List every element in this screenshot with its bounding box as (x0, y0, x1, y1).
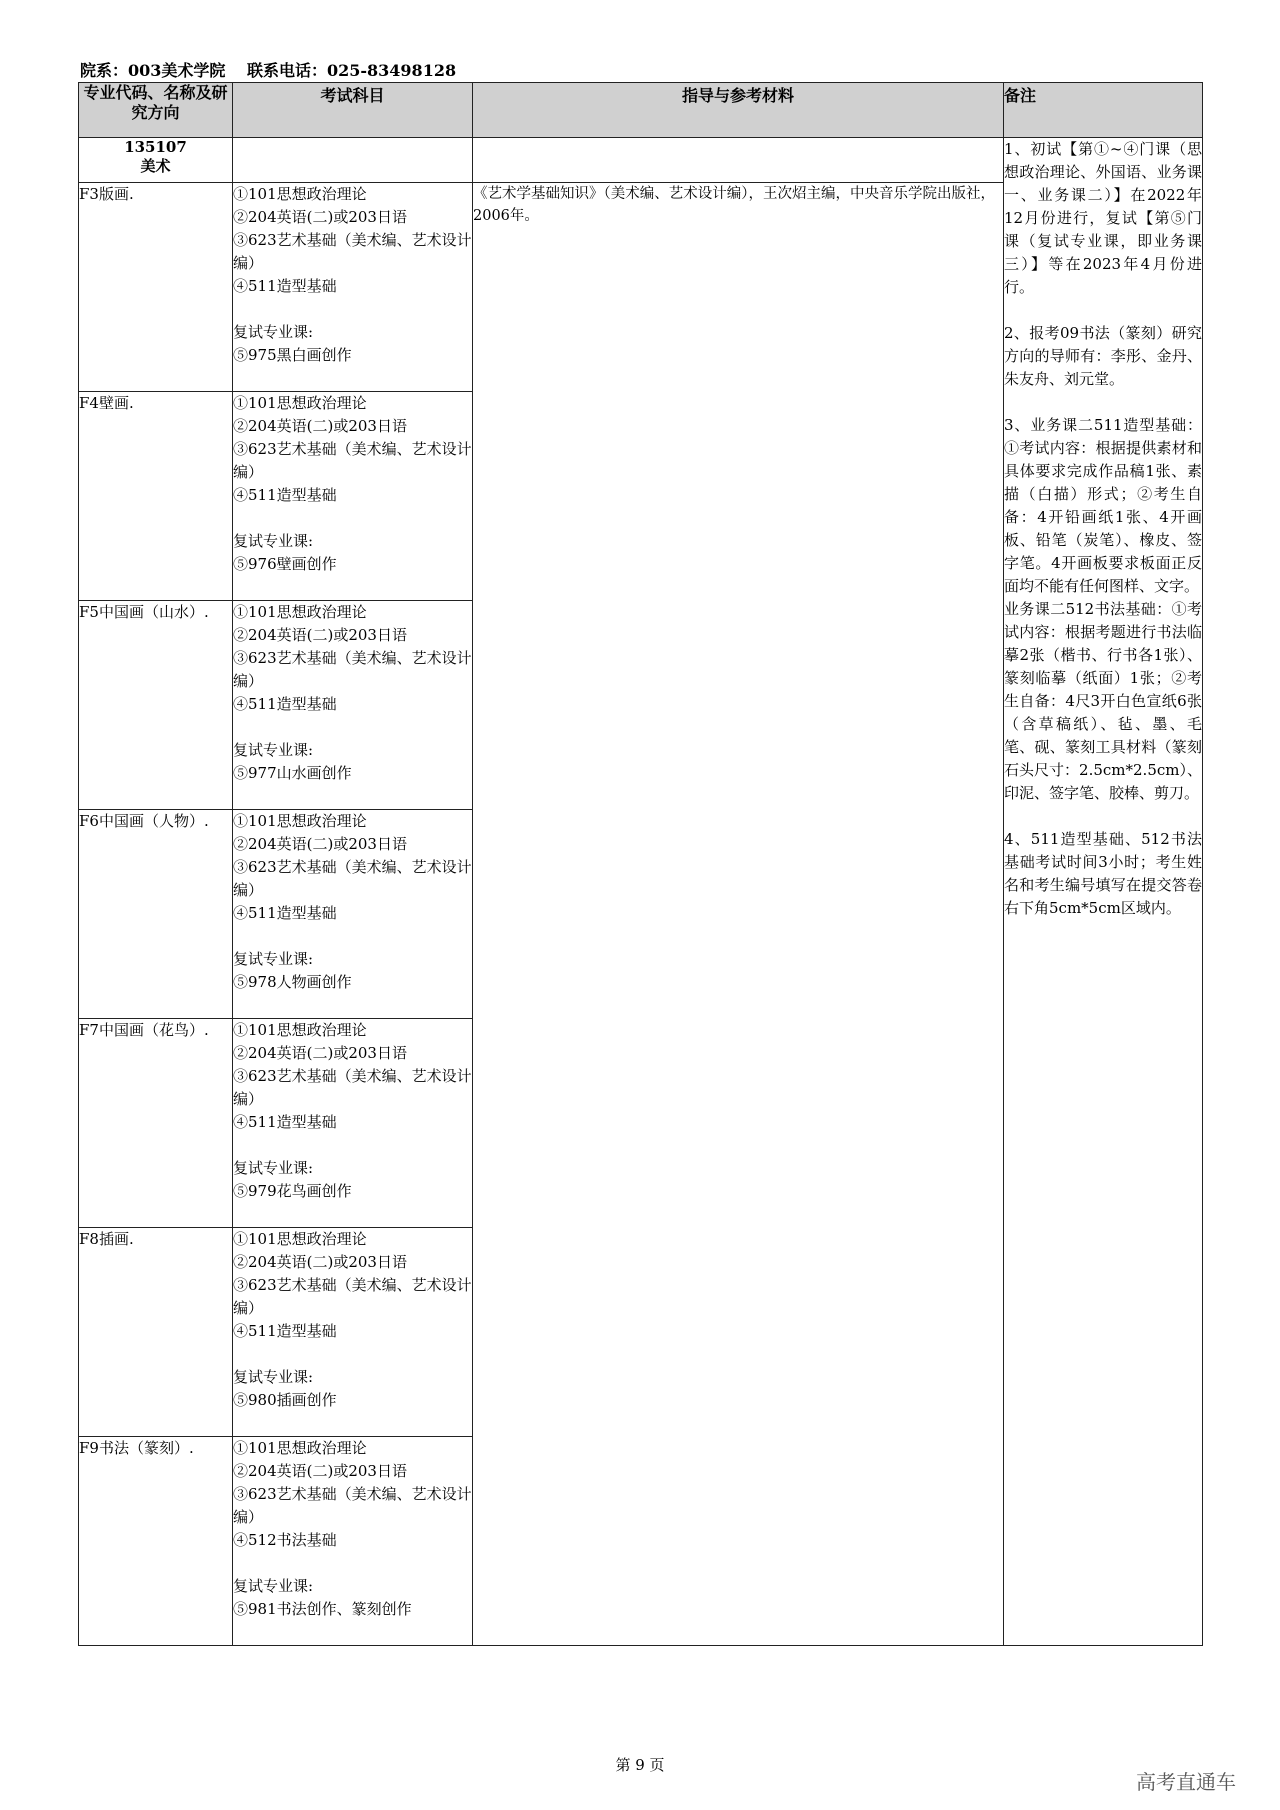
subject-item: ①101思想政治理论 (233, 1230, 367, 1248)
subject-item: ②204英语(二)或203日语 (233, 208, 407, 226)
retest-label: 复试专业课: (233, 741, 314, 759)
col-header-notes: 备注 (1004, 83, 1203, 138)
retest-subject: ⑤976壁画创作 (233, 555, 337, 573)
note-1: 1、初试【第①~④门课（思想政治理论、外国语、业务课一、业务课二）】在2022年12月份进行，复试【第⑤门课（复试专业课，即业务课三）】等在2023年4月份进行。 (1004, 140, 1202, 296)
subject-item: ②204英语(二)或203日语 (233, 417, 407, 435)
notes-cell (1004, 138, 1203, 1646)
subject-item: ②204英语(二)或203日语 (233, 1253, 407, 1271)
department-label: 院系：003美术学院 (80, 61, 226, 80)
retest-subject: ⑤975黑白画创作 (233, 346, 352, 364)
retest-subject: ⑤979花鸟画创作 (233, 1182, 352, 1200)
major-row (79, 138, 1203, 183)
empty-cell (473, 138, 1004, 183)
empty-cell (233, 138, 473, 183)
subjects-cell (233, 601, 473, 810)
subject-item: ③623艺术基础（美术编、艺术设计编） (233, 440, 472, 481)
reference-cell: 《艺术学基础知识》（美术编、艺术设计编），王次炤主编，中央音乐学院出版社，2006年。 (473, 183, 1004, 1646)
subjects-cell (233, 392, 473, 601)
subject-item: ③623艺术基础（美术编、艺术设计编） (233, 649, 472, 690)
subjects-cell (233, 1437, 473, 1646)
subjects-cell (233, 183, 473, 392)
col-header-code: 专业代码、名称及研究方向 (79, 83, 233, 138)
page-number: 第 9 页 (615, 1756, 665, 1774)
major-cell (79, 138, 233, 183)
retest-label: 复试专业课: (233, 950, 314, 968)
direction-cell: F5中国画（山水）. (79, 601, 233, 810)
note-3: 3、业务课二511造型基础：①考试内容：根据提供素材和具体要求完成作品稿1张、素描（白描）形式；②考生自备：4开铅画纸1张、4开画板、铅笔（炭笔）、橡皮、签字笔。4开画板要求板面正反面均不能有任何图样、文字。 (1004, 416, 1202, 595)
subject-item: ④511造型基础 (233, 904, 337, 922)
phone-label: 联系电话：025-83498128 (246, 61, 457, 80)
note-4: 4、511造型基础、512书法基础考试时间3小时；考生姓名和考生编号填写在提交答卷右下角5cm*5cm区域内。 (1004, 830, 1202, 917)
retest-label: 复试专业课: (233, 1159, 314, 1177)
direction-cell: F7中国画（花鸟）. (79, 1019, 233, 1228)
major-name: 美术 (140, 157, 171, 175)
direction-cell: F6中国画（人物）. (79, 810, 233, 1019)
subject-item: ①101思想政治理论 (233, 394, 367, 412)
subject-item: ③623艺术基础（美术编、艺术设计编） (233, 231, 472, 272)
subject-item: ④511造型基础 (233, 695, 337, 713)
subject-item: ①101思想政治理论 (233, 603, 367, 621)
retest-label: 复试专业课: (233, 323, 314, 341)
direction-cell: F8插画. (79, 1228, 233, 1437)
direction-cell: F3版画. (79, 183, 233, 392)
subject-item: ②204英语(二)或203日语 (233, 1462, 407, 1480)
subject-item: ①101思想政治理论 (233, 1021, 367, 1039)
retest-subject: ⑤980插画创作 (233, 1391, 337, 1409)
retest-label: 复试专业课: (233, 1577, 314, 1595)
retest-subject: ⑤977山水画创作 (233, 764, 352, 782)
subject-item: ④511造型基础 (233, 1322, 337, 1340)
exam-table (78, 82, 1203, 1646)
subject-item: ④511造型基础 (233, 1113, 337, 1131)
subject-item: ④511造型基础 (233, 277, 337, 295)
subject-item: ③623艺术基础（美术编、艺术设计编） (233, 1276, 472, 1317)
retest-label: 复试专业课: (233, 532, 314, 550)
retest-subject: ⑤978人物画创作 (233, 973, 352, 991)
col-header-references: 指导与参考材料 (473, 83, 1004, 138)
subject-item: ③623艺术基础（美术编、艺术设计编） (233, 858, 472, 899)
subject-item: ②204英语(二)或203日语 (233, 626, 407, 644)
subject-item: ④512书法基础 (233, 1531, 337, 1549)
subject-item: ③623艺术基础（美术编、艺术设计编） (233, 1067, 472, 1108)
subjects-cell (233, 810, 473, 1019)
major-code: 135107 (124, 138, 187, 156)
col-header-subjects: 考试科目 (233, 83, 473, 138)
direction-cell: F4壁画. (79, 392, 233, 601)
watermark: 高考直通车 (1136, 1770, 1236, 1794)
subjects-cell (233, 1019, 473, 1228)
subject-item: ①101思想政治理论 (233, 185, 367, 203)
header-line (80, 58, 472, 81)
subject-item: ④511造型基础 (233, 486, 337, 504)
retest-subject: ⑤981书法创作、篆刻创作 (233, 1600, 412, 1618)
subject-item: ②204英语(二)或203日语 (233, 1044, 407, 1062)
table-header-row (79, 83, 1203, 138)
subject-item: ③623艺术基础（美术编、艺术设计编） (233, 1485, 472, 1526)
direction-cell: F9书法（篆刻）. (79, 1437, 233, 1646)
subjects-cell (233, 1228, 473, 1437)
note-3b: 业务课二512书法基础：①考试内容：根据考题进行书法临摹2张（楷书、行书各1张）、篆刻临摹（纸面）1张；②考生自备：4尺3开白色宣纸6张（含草稿纸）、毡、墨、毛笔、砚、篆刻工具材料（篆刻石头尺寸：2.5cm*2.5cm）、印泥、签字笔、胶棒、剪刀。 (1004, 600, 1202, 802)
subject-item: ①101思想政治理论 (233, 812, 367, 830)
retest-label: 复试专业课: (233, 1368, 314, 1386)
subject-item: ①101思想政治理论 (233, 1439, 367, 1457)
subject-item: ②204英语(二)或203日语 (233, 835, 407, 853)
note-2: 2、报考09书法（篆刻）研究方向的导师有：李彤、金丹、朱友舟、刘元堂。 (1004, 324, 1202, 388)
